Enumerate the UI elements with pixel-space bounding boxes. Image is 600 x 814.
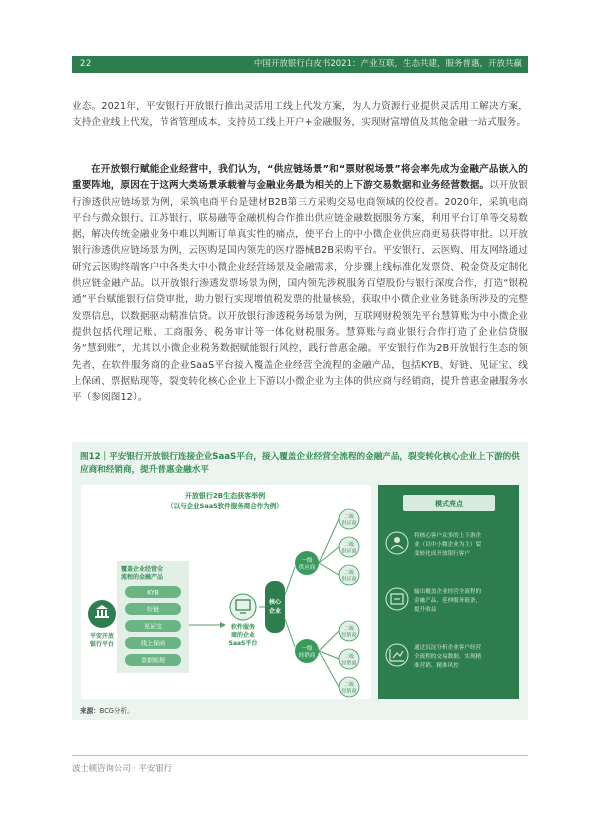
- tier2-dealer-line1: 二级: [343, 654, 355, 660]
- tier2-supplier-line2: 供应商: [341, 576, 357, 583]
- figure-12: [72, 442, 528, 720]
- paragraph-2-text: 以开放银行渗透供应链场景为例，采筑电商平台是建材B2B第三方采购交易电商领域的佼佼者。2020年，采筑电商平台与微众银行、江苏银行、联易融等金融机构合作推出供应链金融数据服务方案，利用平台订单等交易数据，解决传统金融业务中难以判断订单真实性的痛点，使平台上的中小微企业供应商更易获得审批。以开放银行渗透供应链场景为例，云医购是国内领先的医疗器械B2B采购平台。平安银行、云医购、用友网络通过研究云医购终端客户中各类大中小微企业经营场景及金融需求，分步骤上线标准化发票贷、税金贷及定制化供应链金融产品。以开放银行渗透发票场景为例，国内领先涉税服务百望股份与银行深度合作，打造“银税通”平台赋能银行信贷审批，助力银行实现增值税发票的批量核验，获取中小微企业业务链条所涉及的完整发票信息，以数据驱动精准信贷。以开放银行渗透税务场景为例，互联网财税领先平台慧算账为中小微企业提供包括代理记账、工商服务、税务审计等一体化财税服务。慧算账与商业银行合作打造了企业信贷服务“慧到账”，尤其以小微企业税务数据赋能银行风控，践行普惠金融。平安银行作为2B开放银行生态的领先者，在软件服务商的企业SaaS平台接入覆盖企业经营全流程的金融产品，包括KYB、好链、见证宝、线上保函、票据贴现等，裂变转化核心企业上下游以小微企业为主体的供应商与经销商，提升普惠金融服务水平（参阅图12）。: [72, 180, 528, 404]
- core-label-line1: 核心: [268, 599, 282, 606]
- core-enterprise-node: [265, 581, 285, 633]
- tier2-dealer-line1: 二级: [343, 626, 355, 632]
- product-label: 好链: [146, 606, 160, 614]
- saas-label-line2: 商的企业: [230, 632, 256, 639]
- product-list: [125, 586, 181, 666]
- product-label: KYB: [147, 589, 159, 597]
- tier2-supplier-line1: 二级: [343, 542, 355, 548]
- products-title-line2: 流程的金融产品: [121, 574, 164, 581]
- saas-node: [230, 594, 256, 620]
- core-label-line2: 企业: [268, 608, 282, 615]
- running-title: 中国开放银行白皮书2021：产业互联，生态共建，服务普惠，开放共赢: [253, 59, 522, 69]
- tier2-supplier-line2: 供应商: [341, 548, 357, 555]
- bank-label-line1: 平安开放: [89, 633, 115, 640]
- highlight-text-line: 变转化成开放银行客户: [414, 551, 470, 557]
- source-text: BCG分析。: [99, 707, 134, 715]
- paragraph-2: [72, 162, 528, 406]
- highlight-text-line: 输出覆盖企业经营全流程的: [414, 589, 482, 595]
- bank-label-line2: 银行平台: [89, 641, 115, 648]
- source-label: 来源：: [80, 707, 100, 715]
- highlight-text-line: 提升收益: [414, 607, 437, 613]
- saas-label-line1: 软件服务: [230, 624, 256, 631]
- tier2-dealer-line1: 二级: [343, 682, 355, 688]
- case-title-line2: （以与企业SaaS软件服务商合作为例）: [167, 502, 283, 510]
- case-title-line1: 开放银行2B生态获客举例: [184, 492, 266, 500]
- tier2-supplier-line1: 二级: [343, 570, 355, 576]
- highlight-text-line: 全流程的交易数据，实现精: [414, 654, 482, 660]
- tier1-supplier-line1: 一级: [301, 558, 313, 564]
- tier2-supplier-line2: 供应商: [341, 520, 357, 527]
- figure-title: 图12｜平安银行开放银行连接企业SaaS平台，接入覆盖企业经营全流程的金融产品，裂变转化核心企业上下游的供应商和经销商，提升普惠金融水平: [80, 452, 520, 475]
- running-header: [72, 56, 528, 73]
- highlight-text-line: 金融产品，延伸服务链条，: [414, 598, 482, 604]
- tier2-dealer-line2: 经销商: [341, 632, 357, 639]
- tier1-supplier-line2: 供应商: [298, 565, 316, 571]
- paragraph-1: 业态。2021年，平安银行开放银行推出灵活用工线上代发方案，为人力资源行业提供灵活用工解决方案，支持企业线上代发，节省管理成本，支持员工线上开户+金融服务，实现财富增值及其他金融一站式服务。: [72, 101, 528, 129]
- figure-source: [80, 705, 134, 715]
- highlight-text-line: 将核心客户众多的上下游企: [414, 533, 482, 539]
- tier1-dealer-line1: 一级: [301, 646, 313, 652]
- ecosystem-diagram: [81, 485, 519, 701]
- model-title: 模式亮点: [435, 500, 463, 508]
- product-label: 票据贴现: [140, 657, 166, 665]
- page-number: 22: [80, 59, 92, 69]
- highlight-text-line: 业（以中小微企业为主）裂: [414, 542, 482, 548]
- highlight-text-line: 准营销、精准风控: [414, 663, 459, 669]
- saas-label-line3: SaaS平台: [228, 640, 258, 647]
- tier1-dealer-line2: 经销商: [298, 653, 316, 659]
- tier2-dealer-line2: 经销商: [341, 660, 357, 667]
- footer: 波士顿咨询公司 · 平安银行: [72, 763, 173, 773]
- tier2-supplier-line1: 二级: [343, 514, 355, 520]
- footer-divider: [72, 755, 528, 756]
- products-title-line1: 覆盖企业经营全: [121, 566, 164, 573]
- tier2-dealer-line2: 经销商: [341, 688, 357, 695]
- highlight-text-line: 通过沉淀分析企业客户经营: [414, 645, 482, 651]
- product-label: 线上保函: [140, 640, 166, 648]
- paragraph-2-bold-lead: 在开放银行赋能企业经营中，我们认为，“供应链场景”和“票财税场景”将会率先成为金融产品嵌入的重要阵地，原因在于这两大类场景承载着与金融业务最为相关的上下游交易数据和业务经营数据。: [72, 164, 528, 192]
- product-label: 见证宝: [143, 623, 163, 631]
